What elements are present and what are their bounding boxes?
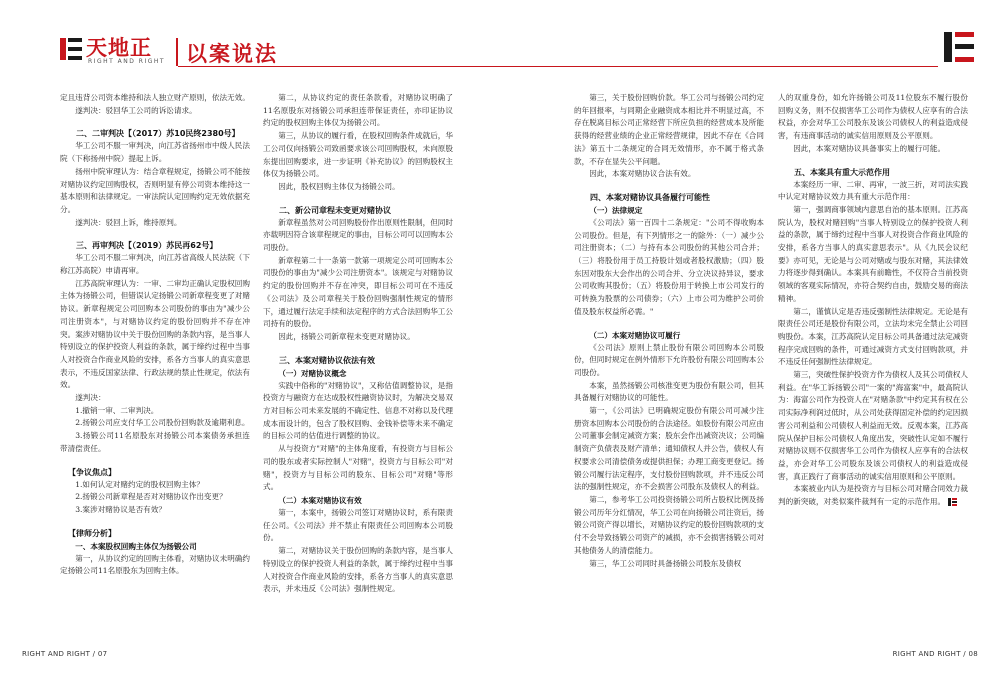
text-column-3	[574, 92, 764, 642]
paragraph: 遂判决：驳回上诉，维持原判。	[75, 217, 182, 227]
paragraph: 第一，从协议约定的回购主体看，对赌协议未明确约定扬锻公司11名原股东为回购主体。	[60, 553, 250, 576]
subsection-heading: （二）本案对赌协议可履行	[589, 330, 681, 340]
list-item: 2.扬锻公司新章程是否对对赌协议作出变更？	[75, 492, 227, 502]
logo-text: 天地正	[86, 36, 152, 60]
section-heading: 【律师分析】	[68, 528, 116, 538]
paragraph: 实践中俗称的"对赌协议"，又称估值调整协议，是指投资方与融资方在达成股权性融资协议时，为解决交易双方对目标公司未来发展的不确定性、信息不对称以及代理成本而设计的，包含了股权回购、金钱补偿等未来不确定的目标公司的估值进行调整的协议。	[263, 380, 453, 441]
section-heading: 二、二审判决【（2017）苏10民终2380号】	[76, 129, 240, 139]
closing-paragraph-text: 本案被业内认为是投资方与目标公司对赌合同效力裁判的新突破，对类似案件裁判有一定的示范作用。	[778, 484, 968, 507]
section-heading: 二、新公司章程未变更对赌协议	[279, 205, 391, 215]
section-heading: 四、本案对赌协议具备履行可能性	[590, 192, 710, 202]
logo-mark-icon	[60, 36, 82, 62]
paragraph: 遂判决：驳回华工公司的诉讼请求。	[75, 105, 197, 115]
footer-page-left: RIGHT AND RIGHT / 07	[22, 650, 108, 658]
text-column-4	[778, 92, 968, 642]
paragraph: 3.扬锻公司11名原股东对扬锻公司本案债务承担连带清偿责任。	[60, 431, 250, 453]
paragraph: 2.扬锻公司应支付华工公司股份回购款及逾期利息。	[75, 418, 250, 428]
paragraph: 人的双重身份，如允许扬锻公司及11位股东不履行股份回购义务，则不仅损害华工公司作为债权人应享有的合法权益，亦会对华工公司股东及该公司债权人的利益造成侵害，有违商事活动的诚实信用原则及公平原则。	[778, 93, 968, 141]
list-item: 3.案涉对赌协议是否有效？	[75, 504, 166, 514]
header-rule	[178, 66, 938, 67]
paragraph: 因此，本案对赌协议具备事实上的履行可能。	[793, 143, 946, 153]
logo-subtitle: RIGHT AND RIGHT	[88, 58, 166, 65]
brand-logo	[60, 30, 172, 70]
paragraph: 第三，突破性保护投资方作为债权人及其公司债权人利益。在"华工诉扬锻公司"一案的"海富案"中，最高院认为：海富公司作为投资人在"对赌条款"中约定其有权在公司实际净利润过低时，从公司处获得固定补偿的约定因损害公司利益和公司债权人利益而无效。反观本案，江苏高院从保护目标公司债权人角度出发，突破性认定如不履行对赌协议则不仅损害华工公司作为债权人应享有的合法权益，亦会对华工公司股东及该公司债权人的利益造成侵害，真正践行了商事活动的诚实信用原则和公平原则。	[778, 370, 968, 481]
paragraph: 第二，谨慎认定是否违反强制性法律规定。无论是有限责任公司还是股份有限公司，立法均未完全禁止公司回购股份。本案，江苏高院认定目标公司具备通过法定减资程序完成回购的条件，可通过减资方式支付回购款项，并不违反任何强制性法律规定。	[778, 306, 968, 367]
paragraph: 《公司法》第一百四十二条规定："公司不得收购本公司股份。但是，有下列情形之一的除外：（一）减少公司注册资本；（二）与持有本公司股份的其他公司合并；（三）将股份用于员工持股计划或者股权激励；（四）股东因对股东大会作出的公司合并、分立决议持异议，要求公司收购其股份；（五）将股份用于转换上市公司发行的可转换为股票的公司债券；（六）上市公司为维护公司价值及股东权益所必需。"	[574, 217, 764, 316]
text-column-2	[263, 92, 453, 642]
subsection-heading: 一、本案股权回购主体仅为扬锻公司	[75, 541, 197, 551]
paragraph: 第三，华工公司同时具备扬锻公司股东及债权	[589, 558, 742, 568]
paragraph: 本案经历一审、二审、再审，一波三折，对司法实践中认定对赌协议效力具有重大示范作用：	[778, 179, 968, 202]
subsection-heading: （二）本案对赌协议有效	[278, 495, 362, 505]
paragraph: 因此，股权回购主体仅为扬锻公司。	[278, 181, 400, 191]
paragraph: 因此，扬锻公司新章程未变更对赌协议。	[278, 331, 415, 341]
paragraph: 从与投资方"对赌"的主体角度看，有投资方与目标公司的股东或者实际控制人"对赌"，投资方与目标公司"对赌"，投资方与目标公司的股东、目标公司"对赌"等形式。	[263, 444, 453, 492]
section-heading: 【争议焦点】	[68, 467, 116, 477]
section-title: 以案说法	[186, 42, 278, 66]
subsection-heading: （一）法律规定	[589, 205, 643, 215]
paragraph: 第二，对赌协议关于股份回购的条款内容，是当事人特别设立的保护投资人利益的条款，属于缔约过程中当事人对投资合作商业风险的安排，系各方当事人的真实意思表示，并未违反《公司法》强制性规定。	[263, 546, 453, 594]
paragraph: 第三，关于股份回购价款。华工公司与扬锻公司约定的年回报率，与同期企业融资成本相比并不明显过高，不存在脱离目标公司正常经营下所应负担的经营成本及所能获得的经营业绩的企业正常经营规律，因此不存在《合同法》第五十二条规定的合同无效情形，亦不属于格式条款，不存在显失公平问题。	[574, 93, 764, 166]
paragraph: 江苏高院审理认为：一审、二审均正确认定股权回购主体为扬锻公司，但错误认定扬锻公司新章程变更了对赌协议。新章程规定公司回购本公司股份的事由为"减少公司注册资本"，与对赌协议约定的股份回购并不存在冲突。案涉对赌协议中关于股份回购的条款内容，是当事人特别设立的保护投资人利益的条款，属于缔约过程中当事人对投资合作商业风险的安排，系各方当事人的真实意思表示，不违反国家法律、行政法规的禁止性规定，依法有效。	[60, 278, 250, 390]
paragraph: 《公司法》原则上禁止股份有限公司回购本公司股份，但同时规定在例外情形下允许股份有限公司回购本公司股份。	[574, 342, 764, 377]
subsection-heading: （一）对赌协议概念	[278, 368, 347, 378]
footer-page-right: RIGHT AND RIGHT / 08	[892, 650, 978, 658]
page-header	[0, 0, 1000, 72]
paragraph: 新章程虽然对公司回购股份作出原则性限制，但同时亦载明因符合该章程规定的事由，目标公司可以回购本公司股份。	[263, 217, 453, 253]
paragraph: 新章程第二十一条第一款第一项规定公司可回购本公司股份的事由为"减少公司注册资本"。该规定与对赌协议约定的股份回购并不存在冲突，即目标公司可在不违反《公司法》及公司章程关于股份回购强制性规定的情形下，通过履行法定手续和法定程序的方式合法回购华工公司持有的股份。	[263, 255, 453, 329]
paragraph: 第一，《公司法》已明确规定股份有限公司可减少注册资本回购本公司股份的合法途径。如股份有限公司应由公司董事会制定减资方案；股东会作出减资决议；公司编制资产负债表及财产清单；通知债权人并公告，债权人有权要求公司清偿债务或提供担保；办理工商变更登记。扬锻公司履行法定程序，支付股份回购款项，并不违反公司法的强制性规定，亦不会损害公司股东及债权人的利益。	[574, 406, 764, 492]
paragraph: 1.撤销一审、二审判决。	[75, 405, 159, 415]
paragraph: 华工公司不服一审判决，向江苏省扬州市中级人民法院（下称扬州中院）提起上诉。	[60, 141, 250, 164]
text-column-1	[60, 92, 250, 642]
paragraph: 定且违背公司资本维持和法人独立财产原则，依法无效。	[60, 93, 250, 102]
section-heading: 五、本案具有重大示范作用	[794, 167, 890, 177]
paragraph: 遂判决：	[75, 393, 106, 403]
paragraph: 因此，本案对赌协议合法有效。	[589, 169, 696, 179]
paragraph: 本案，虽然扬锻公司核准变更为股份有限公司，但其具备履行对赌协议的可能性。	[574, 380, 764, 403]
paragraph	[778, 483, 968, 508]
paragraph: 第一，强调商事领域内意思自治的基本原则。江苏高院认为，股权对赌回购"当事人特别设立的保护投资人利益的条款，属于缔约过程中当事人对投资合作商业风险的安排，系各方当事人的真实意思表示"。从《九民会议纪要》亦可见，无论是与公司对赌或与股东对赌，其法律效力将逐步得到确认。本案具有前瞻性，不仅符合当前投资领域的客观实际情况，亦符合契约自由，鼓励交易的商法精神。	[778, 204, 968, 303]
paragraph: 扬州中院审理认为：结合章程规定，扬锻公司不能按对赌协议约定回购股权，否则明显有停公司资本维持这一基本原则和法律规定。一审法院认定回购约定无效依据充分。	[60, 166, 250, 214]
paragraph: 第二，参考华工公司投资扬锻公司所占股权比例及扬锻公司历年分红情况，华工公司在向扬锻公司注资后，扬锻公司资产得以增长，对赌协议约定的股份回购款项的支付不会导致扬锻公司资产的减损，亦不会损害扬锻公司对其他债务人的清偿能力。	[574, 494, 764, 555]
paragraph: 第二，从协议约定的责任条款看，对赌协议明确了11名原股东对扬锻公司承担连带保证责任，亦印证协议约定的股权回购主体仅为扬锻公司。	[263, 93, 453, 128]
paragraph: 第三，从协议的履行看，在股权回购条件成就后，华工公司仅向扬锻公司致函要求该公司回购股权，未向原股东提出回购要求，进一步证明《补充协议》的回购股权主体仅为扬锻公司。	[263, 131, 453, 179]
corner-logo-icon	[944, 30, 974, 64]
paragraph: 华工公司不服二审判决，向江苏省高级人民法院（下称江苏高院）申请再审。	[60, 253, 250, 276]
section-heading: 三、本案对赌协议依法有效	[279, 355, 375, 365]
paragraph: 第一，本案中，扬锻公司签订对赌协议时，系有限责任公司。《公司法》并不禁止有限责任公司回购本公司股份。	[263, 507, 453, 543]
section-heading: 三、再审判决【（2019）苏民再62号】	[76, 241, 218, 251]
end-mark-icon	[948, 498, 957, 506]
header-separator	[176, 38, 178, 66]
list-item: 1.如何认定对赌约定的股权回购主体？	[75, 479, 204, 489]
